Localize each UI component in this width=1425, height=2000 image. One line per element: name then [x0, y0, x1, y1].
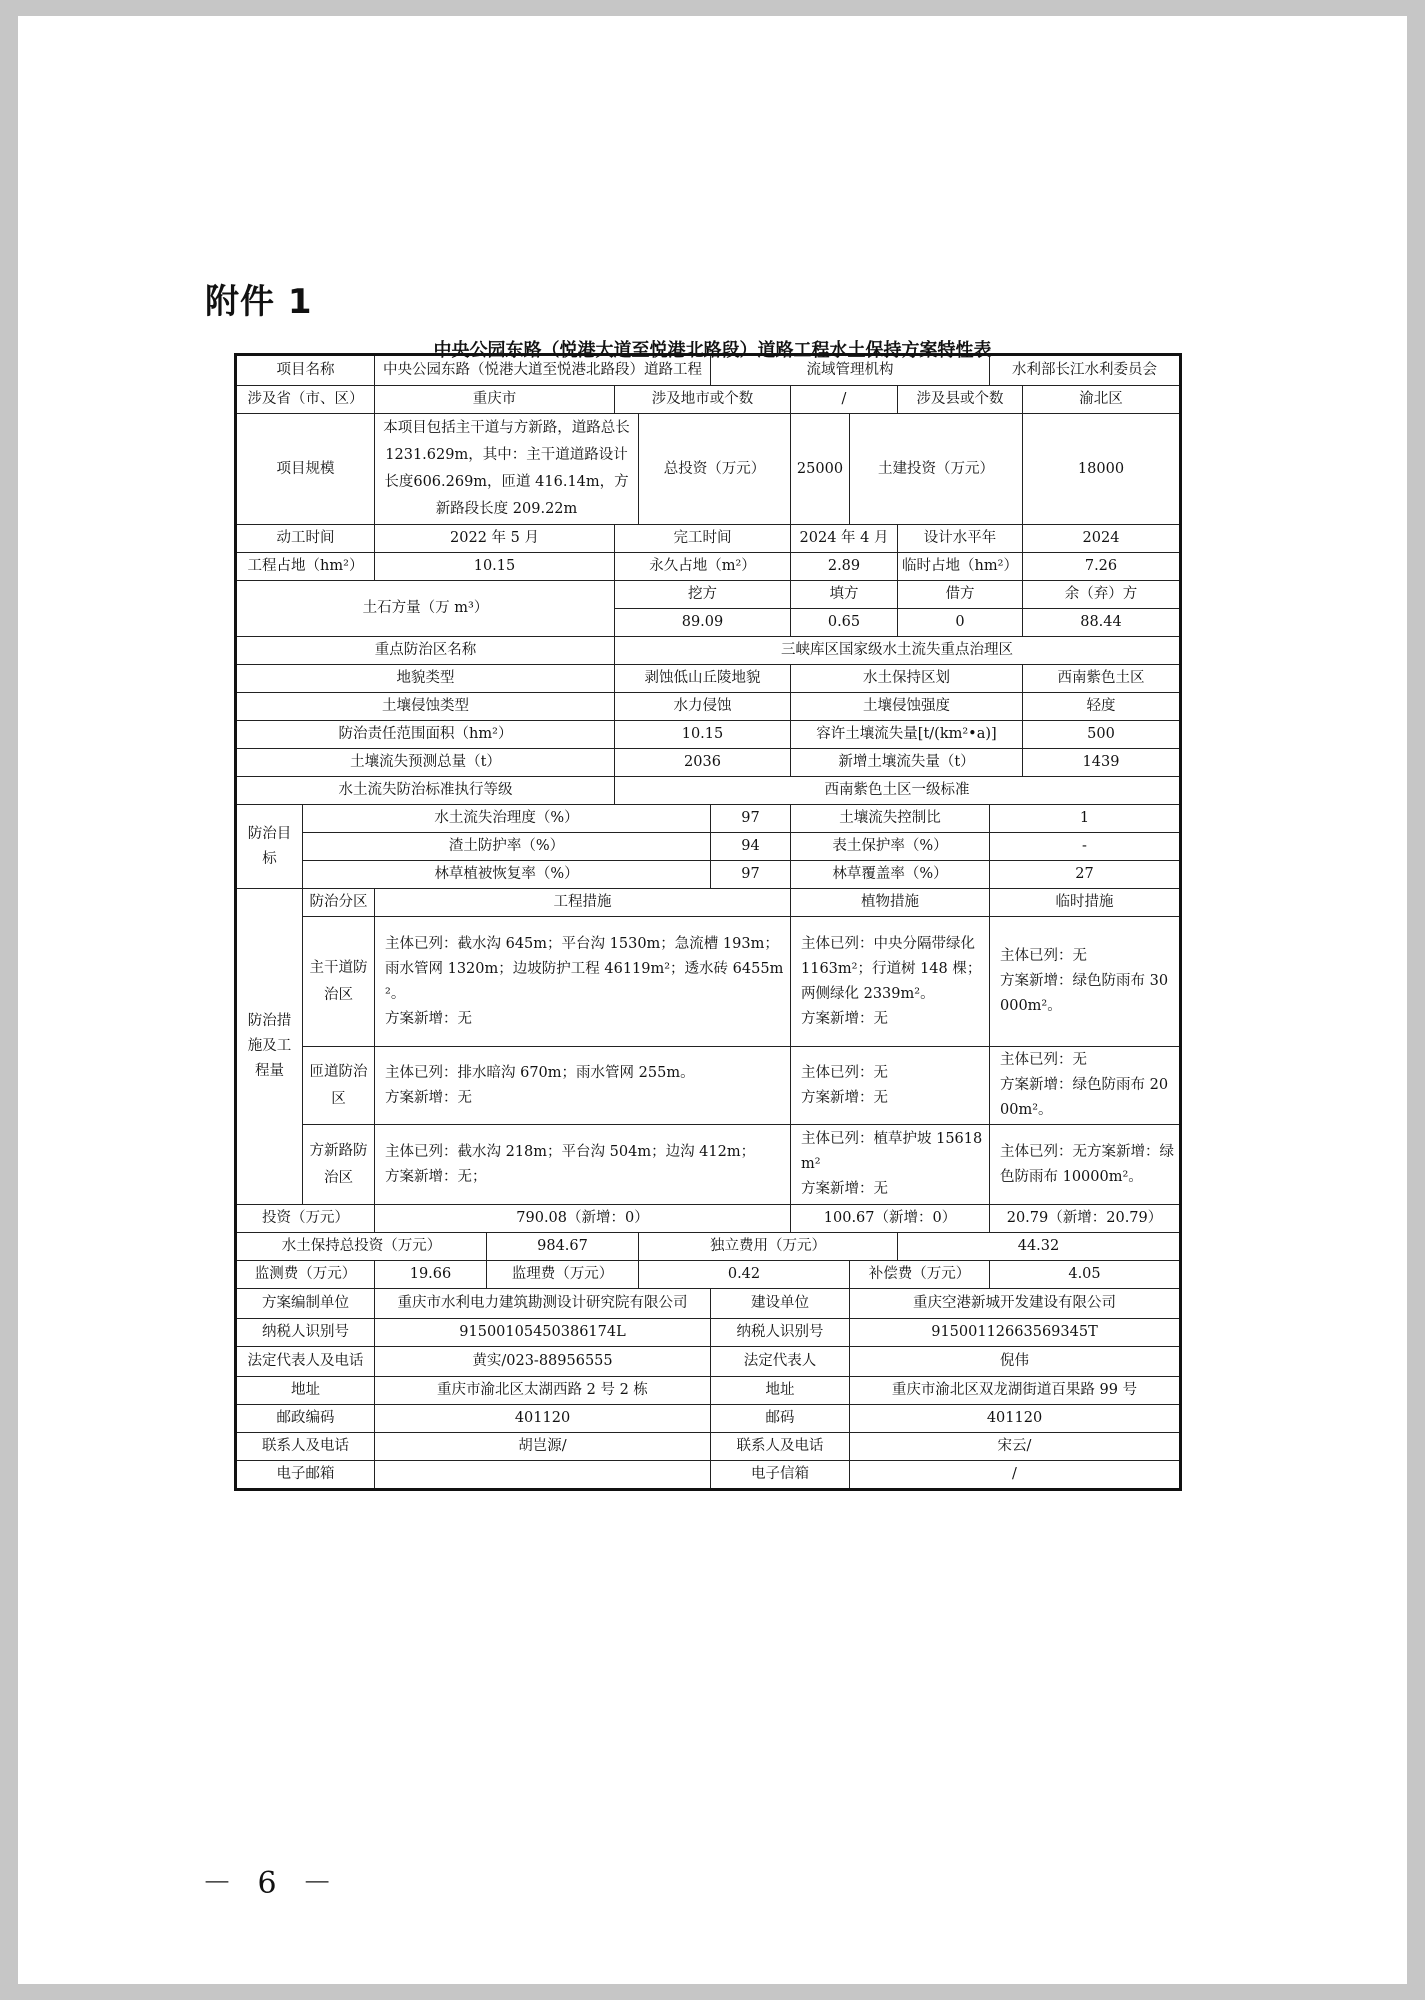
finish-date: 2024 年 4 月 [791, 525, 898, 553]
table-row [236, 581, 1181, 609]
start-date: 2022 年 5 月 [375, 525, 615, 553]
total-invest: 25000 [791, 414, 850, 525]
zone-name: 方新路防治区 [303, 1125, 375, 1205]
target-label: 林草植被恢复率（%） [303, 861, 711, 889]
region-value: 西南紫色土区 [1023, 665, 1181, 693]
email-compiler [375, 1461, 711, 1490]
invest-engineering: 790.08（新增：0） [375, 1205, 791, 1233]
target-label: 土壤流失控制比 [791, 805, 990, 833]
plant-measures: 主体已列：植草护坡 15618m² 方案新增：无 [791, 1125, 990, 1205]
rep-builder: 倪伟 [850, 1347, 1181, 1377]
table-row [236, 749, 1181, 777]
design-year: 2024 [1023, 525, 1181, 553]
table-row [236, 637, 1181, 665]
cell-label: 水土保持区划 [791, 665, 1023, 693]
target-value: 94 [711, 833, 791, 861]
table-row [236, 833, 1181, 861]
cell-label: 动工时间 [236, 525, 375, 553]
rep-compiler: 黄实/023-88956555 [375, 1347, 711, 1377]
cell-label: 补偿费（万元） [850, 1261, 990, 1289]
column-header: 工程措施 [375, 889, 791, 917]
cell-label: 工程占地（hm²） [236, 553, 375, 581]
table-row [236, 1261, 1181, 1289]
builder-unit: 重庆空港新城开发建设有限公司 [850, 1289, 1181, 1319]
civil-invest: 18000 [1023, 414, 1181, 525]
cell-label: 流域管理机构 [711, 355, 990, 386]
zone-name: 主干道防治区 [303, 917, 375, 1047]
key-zone-value: 三峡库区国家级水土流失重点治理区 [615, 637, 1181, 665]
table-row [236, 889, 1181, 917]
postcode-compiler: 401120 [375, 1405, 711, 1433]
table-row [236, 1289, 1181, 1319]
cell-label: 建设单位 [711, 1289, 850, 1319]
cell-label: 土壤流失预测总量（t） [236, 749, 615, 777]
table-row [236, 805, 1181, 833]
table-row [236, 1405, 1181, 1433]
cell-label: 监测费（万元） [236, 1261, 375, 1289]
table-row [236, 1377, 1181, 1405]
cell-label: 投资（万元） [236, 1205, 375, 1233]
monitor-fee: 19.66 [375, 1261, 487, 1289]
compiler-unit: 重庆市水利电力建筑勘测设计研究院有限公司 [375, 1289, 711, 1319]
cell-label: 监理费（万元） [487, 1261, 639, 1289]
column-header: 植物措施 [791, 889, 990, 917]
column-header: 防治分区 [303, 889, 375, 917]
landform-value: 剥蚀低山丘陵地貌 [615, 665, 791, 693]
target-value: 27 [990, 861, 1181, 889]
cell-label: 挖方 [615, 581, 791, 609]
cell-label: 防治目标 [236, 805, 303, 889]
table-row [236, 1205, 1181, 1233]
tax-id-compiler: 91500105450386174L [375, 1319, 711, 1347]
perm-land-value: 2.89 [791, 553, 898, 581]
cell-label: 容许土壤流失量[t/(km²•a)] [791, 721, 1023, 749]
erosion-level-value: 轻度 [1023, 693, 1181, 721]
table-row [236, 693, 1181, 721]
cell-label: 水土流失防治标准执行等级 [236, 777, 615, 805]
table-row [236, 721, 1181, 749]
table-row [236, 553, 1181, 581]
cell-label: 防治责任范围面积（hm²） [236, 721, 615, 749]
cell-label: 永久占地（m²） [615, 553, 791, 581]
land-value: 10.15 [375, 553, 615, 581]
cell-label: 重点防治区名称 [236, 637, 615, 665]
cell-label: 法定代表人 [711, 1347, 850, 1377]
cell-label: 土壤侵蚀类型 [236, 693, 615, 721]
cell-label: 联系人及电话 [236, 1433, 375, 1461]
target-value: - [990, 833, 1181, 861]
cell-label: 地址 [236, 1377, 375, 1405]
temporary-measures: 主体已列：无 方案新增：绿色防雨布 2000m²。 [990, 1047, 1181, 1125]
project-name: 中央公园东路（悦港大道至悦港北路段）道路工程 [375, 355, 711, 386]
cell-label: 联系人及电话 [711, 1433, 850, 1461]
table-row [236, 1233, 1181, 1261]
city-value: / [791, 386, 898, 414]
target-value: 97 [711, 805, 791, 833]
cell-label: 涉及省（市、区） [236, 386, 375, 414]
table-row [236, 1347, 1181, 1377]
postcode-builder: 401120 [850, 1405, 1181, 1433]
table-row [236, 917, 1181, 1047]
cell-label: 方案编制单位 [236, 1289, 375, 1319]
address-compiler: 重庆市渝北区太湖西路 2 号 2 栋 [375, 1377, 711, 1405]
table-row [236, 525, 1181, 553]
cell-label: 余（弃）方 [1023, 581, 1181, 609]
erosion-type-value: 水力侵蚀 [615, 693, 791, 721]
plant-measures: 主体已列：无 方案新增：无 [791, 1047, 990, 1125]
target-value: 1 [990, 805, 1181, 833]
supervise-fee: 0.42 [639, 1261, 850, 1289]
cell-label: 设计水平年 [898, 525, 1023, 553]
table-row [236, 1125, 1181, 1205]
plant-measures: 主体已列：中央分隔带绿化 1163m²；行道树 148 棵；两侧绿化 2339m²。 方案新增：无 [791, 917, 990, 1047]
temporary-measures: 主体已列：无 方案新增：绿色防雨布 30000m²。 [990, 917, 1181, 1047]
cell-label: 项目名称 [236, 355, 375, 386]
area-value: 10.15 [615, 721, 791, 749]
new-loss-value: 1439 [1023, 749, 1181, 777]
cell-label: 涉及地市或个数 [615, 386, 791, 414]
table-title: 中央公园东路（悦港大道至悦港北路段）道路工程水土保持方案特性表 [433, 340, 992, 361]
cell-label: 防治措施及工程量 [236, 889, 303, 1205]
engineering-measures: 主体已列：排水暗沟 670m；雨水管网 255m。 方案新增：无 [375, 1047, 791, 1125]
target-label: 渣土防护率（%） [303, 833, 711, 861]
table-row [236, 1433, 1181, 1461]
target-label: 表土保护率（%） [791, 833, 990, 861]
address-builder: 重庆市渝北区双龙湖街道百果路 99 号 [850, 1377, 1181, 1405]
characteristics-table [234, 353, 1182, 1491]
spoil-value: 88.44 [1023, 609, 1181, 637]
target-value: 97 [711, 861, 791, 889]
table-row [236, 861, 1181, 889]
cell-label: 水土保持总投资（万元） [236, 1233, 487, 1261]
contact-compiler: 胡岂源/ [375, 1433, 711, 1461]
email-builder: / [850, 1461, 1181, 1490]
temporary-measures: 主体已列：无方案新增：绿色防雨布 10000m²。 [990, 1125, 1181, 1205]
contact-builder: 宋云/ [850, 1433, 1181, 1461]
table-row [236, 386, 1181, 414]
tax-id-builder: 91500112663569345T [850, 1319, 1181, 1347]
table-row [236, 665, 1181, 693]
predict-value: 2036 [615, 749, 791, 777]
cell-label: 土壤侵蚀强度 [791, 693, 1023, 721]
cell-label: 临时占地（hm²） [898, 553, 1023, 581]
cell-label: 纳税人识别号 [711, 1319, 850, 1347]
invest-temporary: 20.79（新增：20.79） [990, 1205, 1181, 1233]
cell-label: 总投资（万元） [639, 414, 791, 525]
province-value: 重庆市 [375, 386, 615, 414]
cell-label: 电子信箱 [711, 1461, 850, 1490]
cell-label: 项目规模 [236, 414, 375, 525]
invest-plant: 100.67（新增：0） [791, 1205, 990, 1233]
cell-label: 邮政编码 [236, 1405, 375, 1433]
cell-label: 涉及县或个数 [898, 386, 1023, 414]
allow-value: 500 [1023, 721, 1181, 749]
table-row [236, 1047, 1181, 1125]
borrow-value: 0 [898, 609, 1023, 637]
cell-label: 土建投资（万元） [850, 414, 1023, 525]
cell-label: 完工时间 [615, 525, 791, 553]
standard-value: 西南紫色土区一级标准 [615, 777, 1181, 805]
table-row [236, 355, 1181, 386]
compensation-fee: 4.05 [990, 1261, 1181, 1289]
cell-label: 地貌类型 [236, 665, 615, 693]
engineering-measures: 主体已列：截水沟 218m；平台沟 504m；边沟 412m； 方案新增：无； [375, 1125, 791, 1205]
cell-label: 地址 [711, 1377, 850, 1405]
basin-agency: 水利部长江水利委员会 [990, 355, 1181, 386]
cell-label: 新增土壤流失量（t） [791, 749, 1023, 777]
zone-name: 匝道防治区 [303, 1047, 375, 1125]
attachment-label: 附件 1 [205, 282, 313, 322]
fill-value: 0.65 [791, 609, 898, 637]
table-row [236, 414, 1181, 525]
cell-label: 邮码 [711, 1405, 850, 1433]
cell-label: 填方 [791, 581, 898, 609]
county-value: 渝北区 [1023, 386, 1181, 414]
cut-value: 89.09 [615, 609, 791, 637]
total-swc-invest: 984.67 [487, 1233, 639, 1261]
page-number: － 6 － [202, 1866, 341, 1901]
engineering-measures: 主体已列：截水沟 645m；平台沟 1530m；急流槽 193m；雨水管网 1320m；边坡防护工程 46119m²；透水砖 6455m²。 方案新增：无 [375, 917, 791, 1047]
temp-land-value: 7.26 [1023, 553, 1181, 581]
cell-label: 电子邮箱 [236, 1461, 375, 1490]
independent-cost: 44.32 [898, 1233, 1181, 1261]
table-row [236, 777, 1181, 805]
cell-label: 借方 [898, 581, 1023, 609]
project-scale: 本项目包括主干道与方新路，道路总长1231.629m，其中：主干道道路设计长度606.269m，匝道 416.14m，方新路段长度 209.22m [375, 414, 639, 525]
target-label: 林草覆盖率（%） [791, 861, 990, 889]
cell-label: 土石方量（万 m³） [236, 581, 615, 637]
table-row [236, 1461, 1181, 1490]
table-row [236, 1319, 1181, 1347]
cell-label: 法定代表人及电话 [236, 1347, 375, 1377]
cell-label: 纳税人识别号 [236, 1319, 375, 1347]
column-header: 临时措施 [990, 889, 1181, 917]
cell-label: 独立费用（万元） [639, 1233, 898, 1261]
target-label: 水土流失治理度（%） [303, 805, 711, 833]
